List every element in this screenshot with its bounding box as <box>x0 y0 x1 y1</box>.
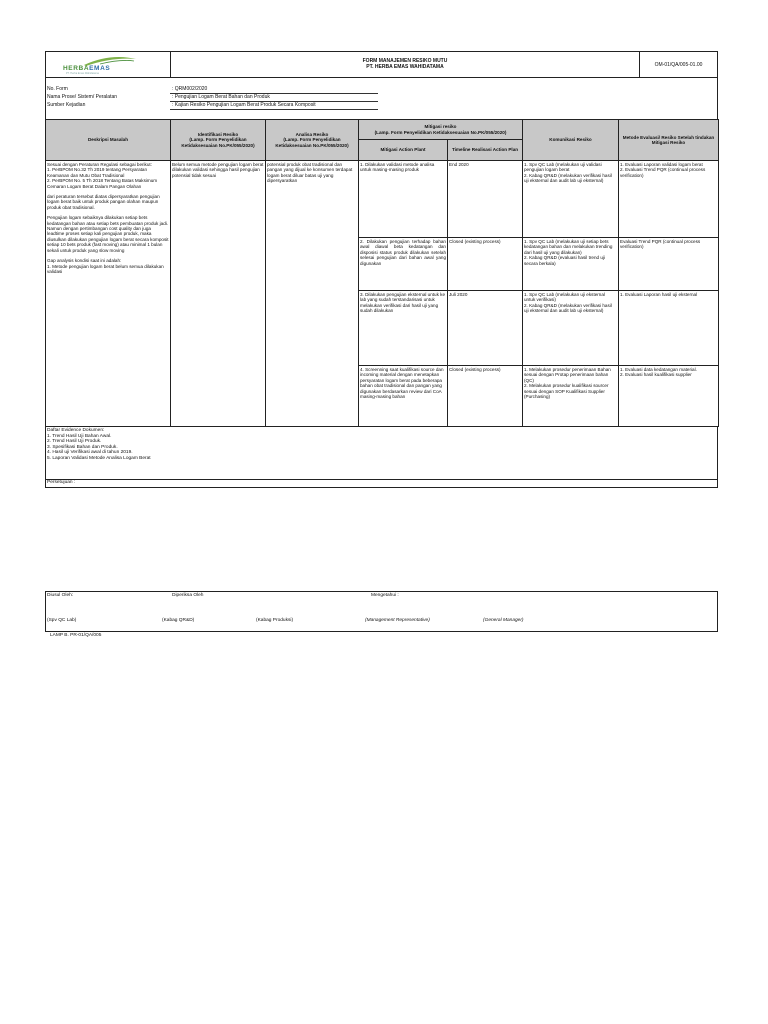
evidence-list: Daftar Evidence Dokumen: 1. Trend Hasil Uji Bahan Awal. 2. Trend Hasil Uji Produk. 3. Spesifikasi Bahan dan Produk. 4. Hasil uji Verifikasi awal di tahun 2019. 5. Laporan Validasi Metode Analisa Logam Berat <box>45 427 718 480</box>
form-header <box>45 51 718 78</box>
proposed-by-label: Diusul Oleh: <box>47 593 74 598</box>
action-cell: 2. Dilakukan pengujian terhadap bahan awal diawal beta kedatangan dan disposisi status produk dilakukan setelah selesai pengujian dari bahan awal yang digunakan <box>359 238 448 291</box>
timeline-cell: Closed (existing process) <box>448 238 523 291</box>
header-deskripsi: Deskripsi Masalah <box>46 120 171 161</box>
deskripsi-paragraph: Sesuai dengan Peraturan Regulasi sebagai berikut: 1. PerBPOM No.32 Th 2019 tentang Persyaratan Keamanan dan Mutu Obat Tradisional 2. PerBPOM No. 5 Th 2018 Tentang Batas Maksimum Cemaran Logam Berat Dalam Pangan Olahan <box>47 162 158 189</box>
timeline-cell: Closed (existing process) <box>448 366 523 427</box>
signature-block <box>45 591 718 632</box>
evaluasi-cell: 1. Evaluasi Laporan validasi logam berat 2. Evaluasi Trend PQR (continual process verification) <box>619 161 719 238</box>
signer-kabag-produksi: (Kabag Produksi) <box>256 618 294 623</box>
logo-tagline: PT. Herba Emas Wahidatama <box>66 72 99 75</box>
info-label: Nama Prose/ Sistem/ Peralatan <box>47 94 118 100</box>
signer-general-manager: (General Manager) <box>483 618 524 623</box>
evaluasi-cell: 1. Evaluasi data kedatangan material. 2. Evaluasi hasil kualifikasi supplier <box>619 366 719 427</box>
header-mitigasi: Mitigasi resiko (Lamp. Form Penyelidikan Ketidaksesuaian No.PK/055/2020) <box>359 120 523 140</box>
deskripsi-paragraph: Gap analysis kondisi saat ini adalah: 1. Metode pengujian logam berat belum semua dilakukan validasi <box>47 258 164 274</box>
form-title-line2: PT. HERBA EMAS WAHIDATAMA <box>366 64 444 70</box>
logo-wordmark: HERBAEMAS <box>63 65 111 72</box>
checked-by-label: Diperiksa Oleh <box>172 593 204 598</box>
deskripsi-cell <box>46 161 171 427</box>
acknowledged-by-label: Mengetahui : <box>371 593 399 598</box>
analisa-cell: potensial produk obat tradisional dan pangan yang dijual ke konsumen terdapat logam berat diluar batas uji yang dipersyaratkan <box>266 161 359 427</box>
identifikasi-cell: Belum semua metode pengujian logam berat dilakukan validasi sehingga hasil pengujian potensial tidak sesuai <box>171 161 266 427</box>
action-cell: 4. Screenning saat kualifikasi source dan incoming material dengan menetapkan persyaratan logam berat pada beberapa bahan obat tradisional dan pangan yang digunakan berdasarkan review dari CoA masing-masing bahan <box>359 366 448 427</box>
form-title <box>171 52 640 77</box>
signer-spv-qc: (Spv QC Lab) <box>47 618 77 623</box>
header-komunikasi: Komunikasi Resiko <box>523 120 619 161</box>
header-analisa: Analisa Resiko (Lamp. Form Penyelidikan Ketidaksesuaian No.PK/055/2020) <box>266 120 359 161</box>
info-label: No. Form <box>47 86 68 92</box>
form-code: OM-01/QA/005-01.00 <box>654 62 703 68</box>
timeline-cell: Juli 2020 <box>448 291 523 366</box>
header-identifikasi: Identifikasi Resiko (Lamp. Form Penyelidikan Ketidaksesuaian No.PK/055/2020) <box>171 120 266 161</box>
footer-reference: LAMP B. PR-01/QA/005 <box>50 633 102 638</box>
header-evaluasi: Metode Evaluasi/ Resiko Setelah tindakan Mitigasi Resiko <box>619 120 719 161</box>
form-title-line1: FORM MANAJEMEN RESIKO MUTU <box>362 58 448 64</box>
deskripsi-paragraph: dari peraturan tersebut diatas dipersyaratkan pengujian logam berat baik untuk produk pangan olahan maupun produk obat tradisional. <box>47 194 160 210</box>
info-value: : Kajian Resiko Pengujian Logam Berat Produk Secara Komposit <box>170 102 378 110</box>
header-action-plant: Mitigasi Action Plant <box>359 140 448 161</box>
info-value: : Pengujian Logam Berat Bahan dan Produk <box>170 94 378 102</box>
komunikasi-cell: 1. Spv QC Lab (melakukan uji validasi pengujian logam berat 2. Kabag QR&D (melakukan verifikasi hasil uji eksternal dan audit lab uji eksternal) <box>523 161 619 238</box>
info-box <box>45 78 718 119</box>
komunikasi-cell: 1. Melakukan prosedur penerimaan Bahan sesuai dengan Protap penerimaan bahan (QC) 2. Melakukan prosedur kualifikasi sourcer sesuai dengan SOP Kualifikasi Supplier (Purchasing) <box>523 366 619 427</box>
risk-table <box>45 119 719 427</box>
action-cell: 1. Dilakukan validasi metode analisa untuk masing-masing produk <box>359 161 448 238</box>
info-value: : QRM002/2020 <box>170 86 378 94</box>
action-cell: 3. Dilakukan pengujian eksternal untuk ke lab yang sudah terstandarisasi untuk melakukan verifikasi dari hasil uji yang sudah dilakukan <box>359 291 448 366</box>
deskripsi-paragraph: Pengujian logam sebaiknya dilakukan setiap bets kedatangan bahan atau setiap bets pembuatan produk jadi. Namun dengan pertimbangan cost quality dan juga leadtime proses setiap kali pengujian produk, maka diusulkan dilakukan pengujian logam berat secara komposit setiap 10 bets produk (fast moving) atau minimal 1 bulan sekali untuk produk yang slow moving <box>47 215 169 253</box>
timeline-cell: End 2020 <box>448 161 523 238</box>
header-timeline: Timeline Realisasi Action Plan <box>448 140 523 161</box>
company-logo <box>46 52 171 77</box>
komunikasi-cell: 1. Spv QC Lab (melakukan uji setiap bets kedatangan bahan dan melakukan trending dari hasil uji yang dilakukan) 2. Kabag QR&D (evaluasi hasil trend uji secara berkala) <box>523 238 619 291</box>
evaluasi-cell: Evaluasi Trend PQR (continual process verification) <box>619 238 719 291</box>
table-row <box>46 161 719 238</box>
signer-management-rep: (Management Representative) <box>365 618 430 623</box>
evaluasi-cell: 1. Evaluasi Laporan hasil uji eksternal <box>619 291 719 366</box>
info-label: Sumber Kejadian <box>47 102 86 108</box>
komunikasi-cell: 1. Spv QC Lab (melakukan uji eksternal untuk verifikasi) 2. Kabag QR&D (melakukan verifikasi hasil uji eksternal dan audit lab uji eksternal) <box>523 291 619 366</box>
approval-label: Persetujuan : <box>45 480 718 488</box>
signer-kabag-qrd: (Kabag QR&D) <box>162 618 195 623</box>
